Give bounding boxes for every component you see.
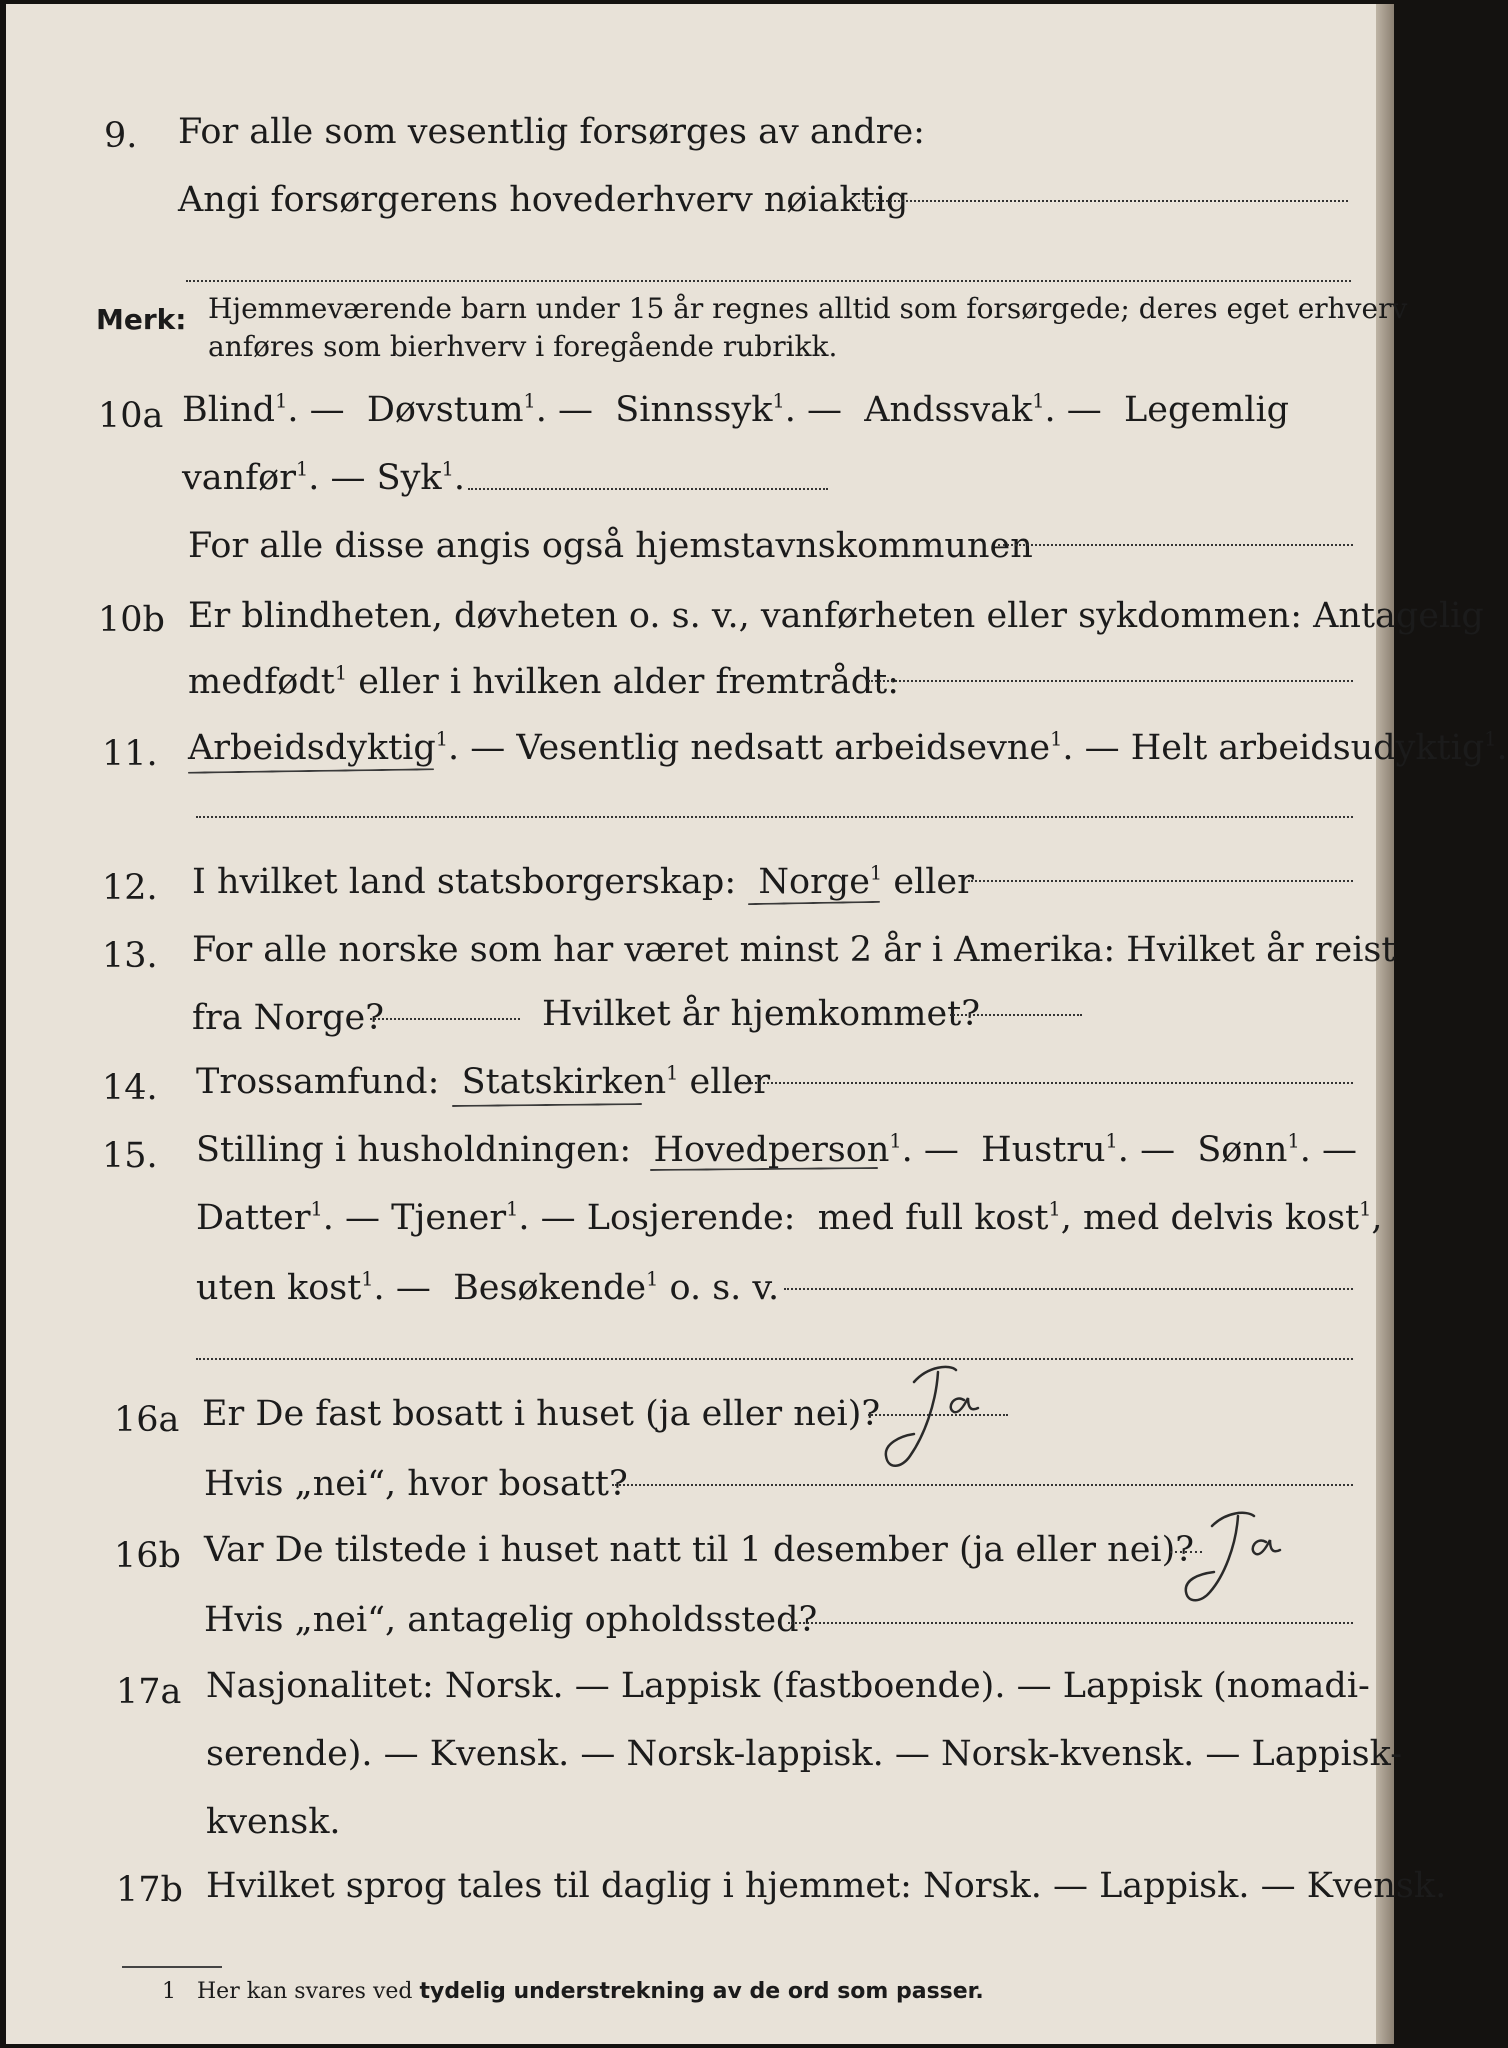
q15-losjerende: Losjerende: bbox=[586, 1198, 796, 1238]
q15-label: Stilling i husholdningen: bbox=[196, 1130, 632, 1170]
sup: 1 bbox=[361, 1267, 374, 1291]
footnote-mark: 1 bbox=[162, 1979, 176, 2004]
q16a-number: 16a bbox=[114, 1400, 180, 1440]
sup: 1 bbox=[1359, 1197, 1372, 1221]
dash: — bbox=[923, 1130, 959, 1170]
footnote-bold: tydelig understrekning av de ord som passer. bbox=[419, 1979, 984, 2004]
opt-syk[interactable]: Syk bbox=[376, 458, 442, 498]
opt-medfull[interactable]: med full kost bbox=[817, 1198, 1049, 1238]
q10b-line1: Er blindheten, døvheten o. s. v., vanførheten eller sykdommen: Antagelig bbox=[188, 596, 1484, 636]
opt-udyktig[interactable]: Helt arbeidsudyktig bbox=[1130, 728, 1485, 768]
handwritten-ja-16a bbox=[866, 1356, 1016, 1480]
census-form-page bbox=[6, 4, 1508, 2044]
q15-number: 15. bbox=[102, 1136, 158, 1176]
q14-number: 14. bbox=[102, 1068, 158, 1108]
opt-hovedperson[interactable]: Hovedperson bbox=[653, 1130, 890, 1170]
handwritten-ja-16b bbox=[1162, 1506, 1322, 1616]
q12-answer-line[interactable] bbox=[968, 880, 1353, 882]
q15-answer-line[interactable] bbox=[784, 1288, 1353, 1290]
sup: 1 bbox=[310, 1197, 323, 1221]
dash: — bbox=[395, 1268, 431, 1308]
dash: — bbox=[1084, 728, 1120, 768]
q11-number: 11. bbox=[102, 734, 158, 774]
q10a-line3: For alle disse angis også hjemstavnskommunen bbox=[188, 526, 1033, 566]
q9-line2: Angi forsørgerens hovederhverv nøiaktig bbox=[178, 180, 909, 220]
sup: 1 bbox=[772, 389, 785, 413]
sup: 1 bbox=[435, 727, 448, 751]
q15-line1: Stilling i husholdningen: Hovedperson$^1$. — Hustru$^1$. — Sønn$^1$. — bbox=[196, 1129, 1357, 1170]
q17a-line1: Nasjonalitet: Norsk. — Lappisk (fastboende). — Lappisk (nomadi- bbox=[206, 1666, 1370, 1706]
opt-sonn[interactable]: Sønn bbox=[1197, 1130, 1288, 1170]
opt-dovstum[interactable]: Døvstum bbox=[366, 390, 524, 430]
sup: 1 bbox=[506, 1197, 519, 1221]
q9-answer-line-2[interactable] bbox=[186, 280, 1351, 282]
sup: 1 bbox=[1287, 1129, 1300, 1153]
opt-tjener[interactable]: Tjener bbox=[391, 1198, 507, 1238]
sup: 1 bbox=[334, 661, 348, 685]
merk-label: Merk: bbox=[96, 303, 187, 336]
opt-norge[interactable]: Norge bbox=[758, 862, 870, 902]
q14-eller: eller bbox=[689, 1062, 771, 1102]
opt-legemlig[interactable]: Legemlig bbox=[1124, 390, 1290, 430]
opt-datter[interactable]: Datter bbox=[196, 1198, 311, 1238]
sup: 1 bbox=[441, 457, 454, 481]
dash: — bbox=[806, 390, 842, 430]
opt-sinnssyk[interactable]: Sinnssyk bbox=[615, 390, 773, 430]
merk-line1: Hjemmeværende barn under 15 år regnes alltid som forsørgede; deres eget erhverv bbox=[208, 292, 1408, 325]
opt-statskirken[interactable]: Statskirken bbox=[461, 1062, 667, 1102]
q15-line2: Datter$^1$. — Tjener$^1$. — Losjerende: med full kost$^1$, med delvis kost$^1$, bbox=[196, 1197, 1383, 1238]
q13-hjem-answer-line[interactable] bbox=[950, 1014, 1082, 1016]
q16b-number: 16b bbox=[114, 1536, 181, 1576]
q14-label: Trossamfund: bbox=[196, 1062, 440, 1102]
footnote-rule bbox=[122, 1966, 222, 1968]
q17b-line1: Hvilket sprog tales til daglig i hjemmet: Norsk. — Lappisk. — Kvensk. bbox=[206, 1866, 1447, 1906]
q16a-line1: Er De fast bosatt i huset (ja eller nei)? bbox=[202, 1394, 881, 1434]
dash: — bbox=[345, 1198, 381, 1238]
sup: 1 bbox=[523, 389, 536, 413]
q15-answer-line-2[interactable] bbox=[196, 1358, 1353, 1360]
sup: 1 bbox=[275, 389, 288, 413]
q10a-hjemstavn-answer-line[interactable] bbox=[998, 544, 1353, 546]
dash: — bbox=[309, 390, 345, 430]
q17a-line2: serende). — Kvensk. — Norsk-lappisk. — Norsk-kvensk. — Lappisk- bbox=[206, 1734, 1403, 1774]
q16b-line1: Var De tilstede i huset natt til 1 desember (ja eller nei)? bbox=[204, 1530, 1195, 1570]
q10b-number: 10b bbox=[98, 600, 165, 640]
dash: — bbox=[1066, 390, 1102, 430]
q16a-bosatt-answer-line[interactable] bbox=[612, 1484, 1353, 1486]
q14-answer-line[interactable] bbox=[740, 1082, 1353, 1084]
opt-meddelvis[interactable]: med delvis kost bbox=[1083, 1198, 1360, 1238]
opt-blind[interactable]: Blind bbox=[182, 390, 276, 430]
q16a-line2: Hvis „nei“, hvor bosatt? bbox=[204, 1464, 628, 1504]
q10b-answer-line[interactable] bbox=[868, 680, 1353, 682]
footnote bbox=[162, 1978, 984, 2006]
sup: 1 bbox=[869, 861, 883, 885]
q10a-number: 10a bbox=[98, 396, 164, 436]
footnote-text: Her kan svares ved bbox=[196, 1979, 413, 2004]
dash: — bbox=[470, 728, 506, 768]
sup: 1 bbox=[295, 457, 309, 481]
q11-line1: Arbeidsdyktig$^1$. — Vesentlig nedsatt arbeidsevne$^1$. — Helt arbeidsudyktig$^1$. bbox=[188, 727, 1508, 768]
dash: — bbox=[1321, 1130, 1357, 1170]
q12-label: I hvilket land statsborgerskap: bbox=[192, 862, 737, 902]
sup: 1 bbox=[646, 1267, 659, 1291]
sup: 1 bbox=[666, 1061, 679, 1085]
opt-besokende[interactable]: Besøkende bbox=[453, 1268, 647, 1308]
sup: 1 bbox=[1050, 727, 1063, 751]
q9-number: 9. bbox=[104, 116, 138, 156]
q15-line3: uten kost$^1$. — Besøkende$^1$ o. s. v. bbox=[196, 1267, 780, 1308]
q13-reist-answer-line[interactable] bbox=[370, 1018, 520, 1020]
sup: 1 bbox=[1048, 1197, 1061, 1221]
sup: 1 bbox=[1032, 389, 1045, 413]
opt-medfodt[interactable]: medfødt bbox=[188, 662, 335, 702]
q10b-line2 bbox=[188, 662, 899, 702]
sup: 1 bbox=[1484, 727, 1497, 751]
opt-hustru[interactable]: Hustru bbox=[981, 1130, 1106, 1170]
q9-answer-line[interactable] bbox=[858, 200, 1348, 202]
q13-line2b: Hvilket år hjemkommet? bbox=[542, 994, 981, 1034]
q12-number: 12. bbox=[102, 868, 158, 908]
opt-vanfor[interactable]: vanfør bbox=[182, 458, 296, 498]
q10b-rest: eller i hvilken alder fremtrådt: bbox=[358, 662, 900, 702]
opt-arbeidsdyktig[interactable]: Arbeidsdyktig bbox=[188, 728, 436, 768]
sup: 1 bbox=[889, 1129, 902, 1153]
opt-andssvak[interactable]: Andssvak bbox=[864, 390, 1033, 430]
q13-number: 13. bbox=[102, 936, 158, 976]
q10a-syk-answer-line[interactable] bbox=[468, 488, 828, 490]
q17a-line3: kvensk. bbox=[206, 1802, 341, 1842]
q15-osv: o. s. v. bbox=[669, 1268, 780, 1308]
q10a-line2: vanfør$^1$. — Syk$^1$. bbox=[182, 457, 465, 498]
q10a-line1: Blind$^1$. — Døvstum$^1$. — Sinnssyk$^1$. — Andssvak$^1$. — Legemlig bbox=[182, 389, 1290, 430]
dash: — bbox=[1140, 1130, 1176, 1170]
q12-eller: eller bbox=[893, 862, 974, 902]
q17a-number: 17a bbox=[116, 1672, 182, 1712]
sup: 1 bbox=[1105, 1129, 1118, 1153]
q14-line bbox=[196, 1062, 770, 1102]
underline-statskirken bbox=[452, 1103, 642, 1107]
opt-uten[interactable]: uten kost bbox=[196, 1268, 362, 1308]
q9-line1: For alle som vesentlig forsørges av andre: bbox=[178, 112, 925, 152]
q16b-answer-line[interactable] bbox=[788, 1622, 1353, 1624]
q16b-line2: Hvis „nei“, antagelig opholdssted? bbox=[204, 1600, 818, 1640]
q11-answer-line[interactable] bbox=[196, 816, 1353, 818]
underline-arbeidsdyktig bbox=[188, 768, 434, 773]
q13-line1: For alle norske som har været minst 2 år i Amerika: Hvilket år reist bbox=[192, 930, 1396, 970]
q13-line2a: fra Norge? bbox=[192, 998, 384, 1038]
q12-line bbox=[192, 862, 974, 902]
merk-line2: anføres som bierhverv i foregående rubrikk. bbox=[208, 330, 838, 363]
q17b-number: 17b bbox=[116, 1870, 183, 1910]
dash: — bbox=[330, 458, 366, 498]
opt-nedsatt[interactable]: Vesentlig nedsatt arbeidsevne bbox=[516, 728, 1051, 768]
dash: — bbox=[540, 1198, 576, 1238]
dash: — bbox=[558, 390, 594, 430]
